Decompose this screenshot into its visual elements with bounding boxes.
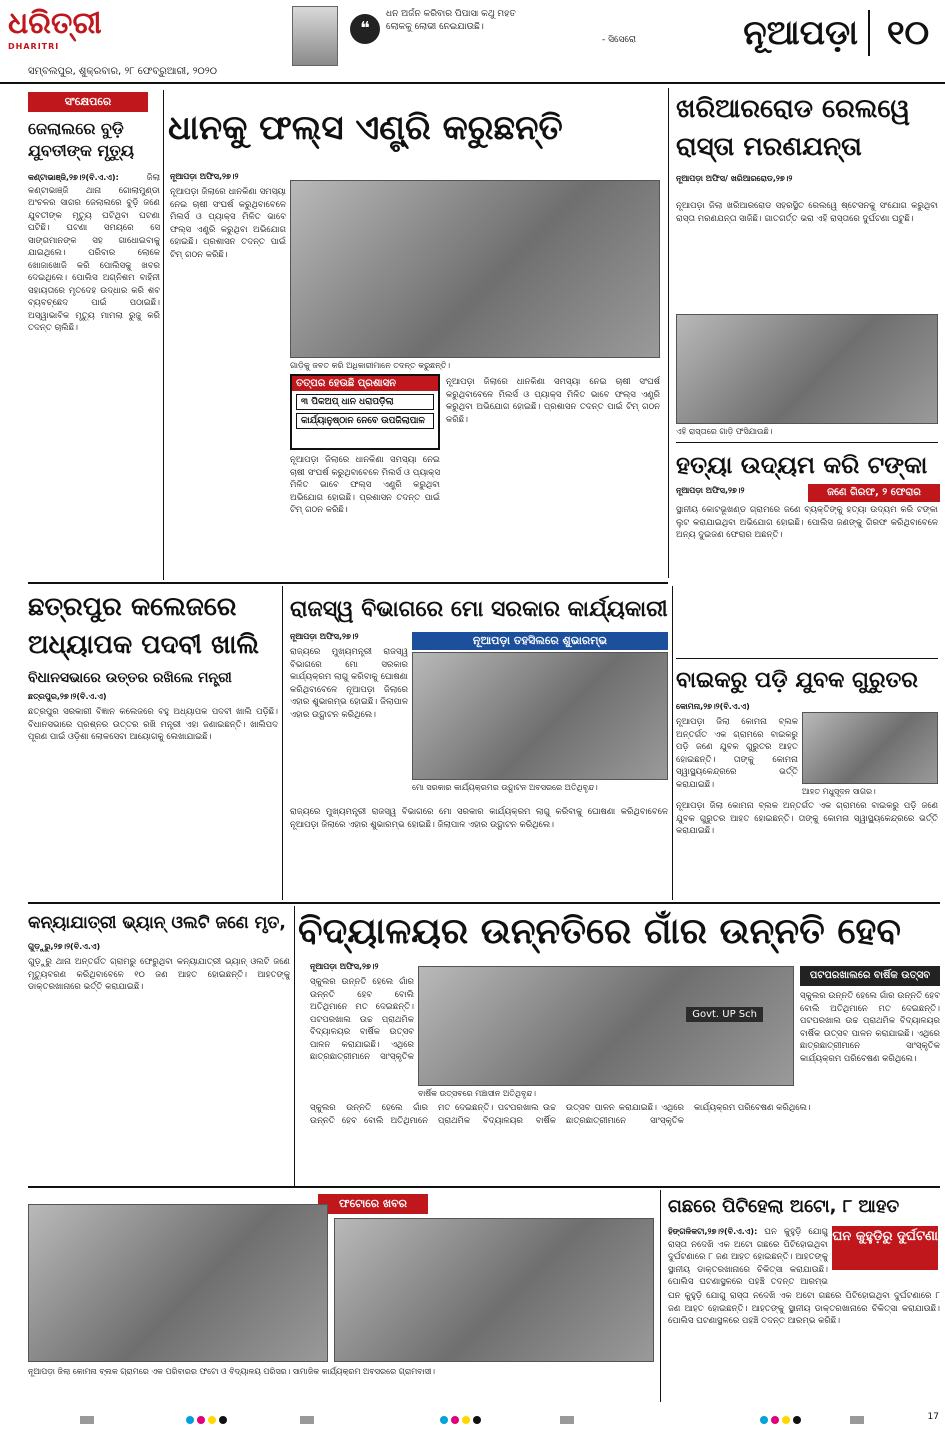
revenue-photo-caption: ମୋ ସରକାର କାର୍ଯ୍ୟକ୍ରମର ଉଦ୍ଘାଟନ ଅବସରରେ ଅତିଥିବୃନ୍ଦ। <box>412 783 598 792</box>
dateline: ସମ୍ବଲପୁର, ଶୁକ୍ରବାର, ୨୮ ଫେବ୍ରୁଆରୀ, ୨୦୨୦ <box>0 62 945 84</box>
loot-headline: ହତ୍ୟା ଉଦ୍ୟମ କରି ଟଙ୍କା <box>676 451 928 479</box>
lead-headline: ଧାନକୁ ଫଲ୍ସ ଏଣ୍ଟ୍ରି କରୁଛନ୍ତି <box>168 108 563 148</box>
section-rule <box>676 658 938 659</box>
school-text-col2: ସ୍କୁଲର ଉନ୍ନତି ହେଲେ ଗାଁର ଉନ୍ନତି ହେବ ବୋଲି ଅତିଥିମାନେ ମତ ଦେଇଛନ୍ତି। ପଟପରଖାଲ ଉଚ୍ଚ ପ୍ରାଥମିକ ବିଦ୍ୟାଳୟର ବାର୍ଷିକ ଉତ୍ସବ ପାଳନ କରାଯାଇଛି। ଏଥିରେ ଛାତ୍ରଛାତ୍ରୀମାନେ ସାଂସ୍କୃତିକ କାର୍ଯ୍ୟକ୍ରମ ପରିବେଷଣ କରିଥିଲେ। <box>800 991 940 1064</box>
van-headline: କନ୍ୟାଯାତ୍ରୀ ଭ୍ୟାନ୍ ଓଲଟି ଜଣେ ମୃତ, <box>28 913 286 933</box>
quote-portrait <box>292 6 338 66</box>
color-dots <box>186 1416 230 1426</box>
loot-tag: ଜଣେ ଗିରଫ, ୨ ଫେରାର <box>808 484 940 502</box>
page-number: ୧୦ <box>886 13 930 53</box>
van-byline: ଗୁଡ଼ୁରୁ,୨୭।୨(ବି.ଏ.ଏ) <box>28 942 101 951</box>
lead-sub-item-1: ୩ ପିକଅପ୍ ଧାନ ଧରାପଡ଼ିଲା <box>296 394 434 410</box>
revenue-photo-tag: ନୂଆପଡ଼ା ତହସିଲରେ ଶୁଭାରମ୍ଭ <box>412 632 668 650</box>
bike-photo <box>802 712 938 784</box>
van-text: ଗୁଡ଼ୁରୁ ଥାନା ଅନ୍ତର୍ଗତ ଗ୍ରାମରୁ ଫେରୁଥିବା କନ୍ୟାଯାତ୍ରୀ ଭ୍ୟାନ୍ ଓଲଟି ଜଣେ ମୃତ୍ୟୁବରଣ କରିଥିବାବେଳେ ୧୦ ଜଣ ଆହତ ହୋଇଛନ୍ତି। ଆହତଙ୍କୁ ଡାକ୍ତରଖାନାରେ ଭର୍ତ୍ତି କରାଯାଇଛି। <box>28 957 290 992</box>
lead-text-col1: ନୂଆପଡ଼ା ଜିଲାରେ ଧାନକିଣା ସମସ୍ୟା ନେଇ ଚାଷୀ ସଂଘର୍ଷ କରୁଥିବାବେଳେ ମିଲର୍ସ ଓ ପ୍ୟାକ୍ସ ମିଳିତ ଭାବେ ଫଲ୍ସ ଏଣ୍ଟ୍ରି କରୁଥିବା ଅଭିଯୋଗ ହୋଇଛି। ପ୍ରଶାସନ ତଦନ୍ତ ପାଇଁ ଟିମ୍ ଗଠନ କରିଛି। <box>170 187 286 260</box>
college-headline: ଛତ୍ରପୁର କଲେଜରେ ଅଧ୍ୟାପକ ପଦବୀ ଖାଲି <box>28 592 259 660</box>
pit-body <box>668 1226 828 1286</box>
registration-mark <box>850 1416 864 1424</box>
bike-photo-caption: ଆହତ ମଧୁସୂଦନ ସାଗର। <box>802 787 876 796</box>
section-rule <box>676 442 938 443</box>
rail-byline: ନୂଆପଡ଼ା ଅଫିସ/ ଖରିଆରରୋଡ,୨୭।୨ <box>676 174 793 183</box>
briefs-headline: ଜେଲାଲରେ ବୁଡ଼ି ଯୁବତୀଙ୍କ ମୃତ୍ୟୁ <box>28 119 134 160</box>
lead-text-col3: ନୂଆପଡ଼ା ଜିଲାରେ ଧାନକିଣା ସମସ୍ୟା ନେଇ ଚାଷୀ ସଂଘର୍ଷ କରୁଥିବାବେଳେ ମିଲର୍ସ ଓ ପ୍ୟାକ୍ସ ମିଳିତ ଭାବେ ଫଲ୍ସ ଏଣ୍ଟ୍ରି କରୁଥିବା ଅଭିଯୋଗ ହୋଇଛି। ପ୍ରଶାସନ ତଦନ୍ତ ପାଇଁ ଟିମ୍ ଗଠନ କରିଛି। <box>290 455 440 515</box>
school-text-col3: ସ୍କୁଲର ଉନ୍ନତି ହେଲେ ଗାଁର ଉନ୍ନତି ହେବ ବୋଲି ଅତିଥିମାନେ ମତ ଦେଇଛନ୍ତି। ପଟପରଖାଲ ଉଚ୍ଚ ପ୍ରାଥମିକ ବିଦ୍ୟାଳୟର ବାର୍ଷିକ ଉତ୍ସବ ପାଳନ କରାଯାଇଛି। ଏଥିରେ ଛାତ୍ରଛାତ୍ରୀମାନେ ସାଂସ୍କୃତିକ କାର୍ଯ୍ୟକ୍ରମ ପରିବେଷଣ କରିଥିଲେ। <box>310 1103 811 1126</box>
masthead-logo: ଧରିତ୍ରୀ DHARITRI <box>8 6 118 56</box>
loot-text: ସ୍ଥାନୀୟ କୋଟଭୂଖଣ୍ଡ ଗ୍ରାମରେ ଜଣେ ବ୍ୟକ୍ତିଙ୍କୁ ହତ୍ୟା ଉଦ୍ୟମ କରି ଟଙ୍କା ଲୁଟ କରାଯାଇଥିବା ଅଭିଯୋଗ ହୋଇଛି। ପୋଲିସ ଜଣଙ୍କୁ ଗିରଫ କରିଥିବାବେଳେ ଅନ୍ୟ ଦୁଇଜଣ ଫେରାର ଅଛନ୍ତି। <box>676 505 938 540</box>
college-text: ଛତ୍ରପୁର ସରକାରୀ ବିଜ୍ଞାନ କଲେଜରେ ବହୁ ଅଧ୍ୟାପକ ପଦବୀ ଖାଲି ପଡ଼ିଛି। ବିଧାନସଭାରେ ପ୍ରଶ୍ନର ଉତ୍ତର ରଖି ମନ୍ତ୍ରୀ ଏହା ଜଣାଇଛନ୍ତି। ଖାଲିପଦ ପୂରଣ ପାଇଁ ଓଡ଼ିଶା ଲୋକସେବା ଆୟୋଗକୁ ଲେଖାଯାଇଛି। <box>28 707 278 742</box>
lead-sub-box <box>290 374 440 450</box>
revenue-text-col1: ରାଜ୍ୟରେ ମୁଖ୍ୟମନ୍ତ୍ରୀ ରାଜସ୍ୱ ବିଭାଗରେ ମୋ ସରକାର କାର୍ଯ୍ୟକ୍ରମ ଲାଗୁ କରିବାକୁ ଘୋଷଣା କରିଥିବାବେଳେ ନୂଆପଡ଼ା ଜିଲାରେ ଏହାର ଶୁଭାରମ୍ଭ ହୋଇଛି। ଜିଲାପାଳ ଏହାର ଉଦ୍ଘାଟନ କରିଥିଲେ। <box>290 647 408 720</box>
college-subhead: ବିଧାନସଭାରେ ଉତ୍ତର ରଖିଲେ ମନ୍ତ୍ରୀ <box>28 670 232 686</box>
lead-photo <box>290 180 660 358</box>
print-footer <box>0 1410 945 1431</box>
rail-photo-caption: ଏହି ରାସ୍ତାରେ ଗାଡ଼ି ଫସିଯାଉଛି। <box>676 427 773 436</box>
briefs-byline: କଣ୍ଟାଭାଞ୍ଜି,୨୭।୨(ବି.ଏ.ଏ): <box>28 173 147 182</box>
page-city: ନୂଆପଡ଼ା <box>710 10 870 56</box>
column-rule <box>672 586 673 900</box>
school-photo-caption: ବାର୍ଷିକ ଉତ୍ସବରେ ମଞ୍ଚାସୀନ ଅତିଥିବୃନ୍ଦ। <box>418 1089 537 1098</box>
column-rule <box>282 586 283 900</box>
registration-mark <box>560 1416 574 1424</box>
briefs-body <box>28 172 160 572</box>
lead-sub-box-title: ତତ୍ପର ହେଉଛି ପ୍ରଶାସନ <box>292 376 438 391</box>
photo-news-right <box>334 1218 654 1362</box>
briefs-text: ଜିଲା କଣ୍ଟାଭାଞ୍ଜି ଥାନା ଗୋଲାମୁଣ୍ଡା ଅଂଚଳର ସାଗର ଜେଲାଲରେ ବୁଡ଼ି ଜଣେ ଯୁବତୀଙ୍କ ମୃତ୍ୟୁ ଘଟିଥିବା ଘଟଣା ଘଟିଛି। ଘଟଣା ସମୟରେ ସେ ସାଙ୍ଗମାନଙ୍କ ସହ ଗାଧୋଇବାକୁ ଯାଇଥିଲେ। ପରିବାର ଲୋକେ ଖୋଜାଖୋଜି କରି ପୋଲିସକୁ ଖବର ଦେଇଥିଲେ। ପୋଲିସ ଅଗ୍ନିଶମ ବାହିନୀ ସହାୟତାରେ ମୃତଦେହ ଉଦ୍ଧାର କରି ଶବ ବ୍ୟବଚ୍ଛେଦ ପାଇଁ ପଠାଇଛି। ଅସ୍ୱାଭାବିକ ମୃତ୍ୟୁ ମାମଲା ରୁଜୁ କରି ତଦନ୍ତ ଚାଲିଛି। <box>28 173 160 333</box>
rail-text: ନୂଆପଡ଼ା ଜିଲା ଖରିଆରରୋଡ ସହରସ୍ଥିତ ରେଲୱେ ଷ୍ଟେସନକୁ ସଂଯୋଗ କରୁଥିବା ରାସ୍ତା ମରଣଯନ୍ତା ସାଜିଛି। ଗାତଗର୍ତ୍ତ ଭରା ଏହି ରାସ୍ତାରେ ଦୁର୍ଘଟଣା ଘଟୁଛି। <box>676 201 938 224</box>
revenue-text-col2: ରାଜ୍ୟରେ ମୁଖ୍ୟମନ୍ତ୍ରୀ ରାଜସ୍ୱ ବିଭାଗରେ ମୋ ସରକାର କାର୍ଯ୍ୟକ୍ରମ ଲାଗୁ କରିବାକୁ ଘୋଷଣା କରିଥିବାବେଳେ ନୂଆପଡ଼ା ଜିଲାରେ ଏହାର ଶୁଭାରମ୍ଭ ହୋଇଛି। ଜିଲାପାଳ ଏହାର ଉଦ୍ଘାଟନ କରିଥିଲେ। <box>290 807 668 830</box>
school-headline: ବିଦ୍ୟାଳୟର ଉନ୍ନତିରେ ଗାଁର ଉନ୍ନତି ହେବ <box>298 911 901 952</box>
lead-sub-item-2: କାର୍ଯ୍ୟାନୁଷ୍ଠାନ ନେବେ ଉପଜିଲାପାଳ <box>296 413 434 429</box>
pit-text: ଘନ କୁହୁଡ଼ି ଯୋଗୁ ରାସ୍ତା ନଦେଖି ଏକ ଅଟୋ ଗଛରେ ପିଟିହୋଇଥିବା ଦୁର୍ଘଟଣାରେ ୮ ଜଣ ଆହତ ହୋଇଛନ୍ତି। ଆହତଙ୍କୁ ସ୍ଥାନୀୟ ଡାକ୍ତରଖାନାରେ ଚିକିତ୍ସା କରାଯାଉଛି। ପୋଲିସ ଘଟଣାସ୍ଥଳରେ ପହଞ୍ଚି ତଦନ୍ତ ଆରମ୍ଭ <box>668 1227 828 1286</box>
quote-line-2: ଲୋକକୁ ଲୋଭୀ ନେଇଯାଉଛି। <box>386 22 484 32</box>
revenue-headline: ରାଜସ୍ୱ ବିଭାଗରେ ମୋ ସରକାର କାର୍ଯ୍ୟକାରୀ <box>290 597 668 622</box>
bike-byline: କୋମନା,୨୭।୨(ବି.ଏ.ଏ) <box>676 702 750 711</box>
school-photo <box>418 966 794 1086</box>
loot-byline: ନୂଆପଡ଼ା ଅଫିସ,୨୭।୨ <box>676 486 745 495</box>
pit-headline: ଗଛରେ ପିଟିହେଲା ଅଟୋ, ୮ ଆହତ <box>668 1196 900 1217</box>
quote-author: - ସିସେରୋ <box>601 35 636 45</box>
revenue-photo <box>412 652 668 780</box>
color-dots <box>760 1416 804 1426</box>
rail-headline: ଖରିଆରରୋଡ ରେଲୱେ ରାସ୍ତା ମରଣଯନ୍ତା <box>676 94 911 162</box>
quote-icon: ❝ <box>350 14 380 44</box>
school-byline: ନୂଆପଡ଼ା ଅଫିସ,୨୭।୨ <box>310 962 379 971</box>
bike-text-col2: ନୂଆପଡ଼ା ଜିଲା କୋମନା ବ୍ଲକ ଅନ୍ତର୍ଗତ ଏକ ଗ୍ରାମରେ ବାଇକରୁ ପଡ଼ି ଜଣେ ଯୁବକ ଗୁରୁତର ଆହତ ହୋଇଛନ୍ତି। ତାଙ୍କୁ କୋମନା ସ୍ୱାସ୍ଥ୍ୟକେନ୍ଦ୍ରରେ ଭର୍ତ୍ତି କରାଯାଇଛି। <box>676 801 938 836</box>
bike-text-col1: ନୂଆପଡ଼ା ଜିଲା କୋମନା ବ୍ଲକ ଅନ୍ତର୍ଗତ ଏକ ଗ୍ରାମରେ ବାଇକରୁ ପଡ଼ି ଜଣେ ଯୁବକ ଗୁରୁତର ଆହତ ହୋଇଛନ୍ତି। ତାଙ୍କୁ କୋମନା ସ୍ୱାସ୍ଥ୍ୟକେନ୍ଦ୍ରରେ ଭର୍ତ୍ତି କରାଯାଇଛି। <box>676 717 798 790</box>
page-ref: 17 <box>927 1412 939 1422</box>
section-rule <box>28 582 668 584</box>
masthead-logo-sub: DHARITRI <box>8 42 60 51</box>
school-side-tag: ପଟପରଖାଲରେ ବାର୍ଷିକ ଉତ୍ସବ <box>800 966 940 986</box>
lead-text-col2: ନୂଆପଡ଼ା ଜିଲାରେ ଧାନକିଣା ସମସ୍ୟା ନେଇ ଚାଷୀ ସଂଘର୍ଷ କରୁଥିବାବେଳେ ମିଲର୍ସ ଓ ପ୍ୟାକ୍ସ ମିଳିତ ଭାବେ ଫଲ୍ସ ଏଣ୍ଟ୍ରି କରୁଥିବା ଅଭିଯୋଗ ହୋଇଛି। ପ୍ରଶାସନ ତଦନ୍ତ ପାଇଁ ଟିମ୍ ଗଠନ କରିଛି। <box>446 377 660 425</box>
lead-byline: ନୂଆପଡ଼ା ଅଫିସ,୨୭।୨ <box>170 172 239 181</box>
rail-photo <box>676 314 938 424</box>
masthead-quote <box>386 8 636 64</box>
registration-mark <box>80 1416 94 1424</box>
lead-photo-caption: ଗାଡ଼ିକୁ ଜବତ କରି ଅଧିକାରୀମାନେ ତଦନ୍ତ କରୁଛନ୍ତି। <box>290 361 451 370</box>
column-rule <box>668 88 669 578</box>
pit-byline: ହିଙ୍ଗଳିକଟା,୨୭।୨(ବି.ଏ.ଏ): <box>668 1227 765 1236</box>
column-rule <box>294 906 295 1186</box>
pit-text-cont: ଘନ କୁହୁଡ଼ି ଯୋଗୁ ରାସ୍ତା ନଦେଖି ଏକ ଅଟୋ ଗଛରେ ପିଟିହୋଇଥିବା ଦୁର୍ଘଟଣାରେ ୮ ଜଣ ଆହତ ହୋଇଛନ୍ତି। ଆହତଙ୍କୁ ସ୍ଥାନୀୟ ଡାକ୍ତରଖାନାରେ ଚିକିତ୍ସା କରାଯାଉଛି। ପୋଲିସ ଘଟଣାସ୍ଥଳରେ ପହଞ୍ଚି ତଦନ୍ତ ଆରମ୍ଭ କରିଛି। <box>668 1291 940 1326</box>
photo-news-caption: ନୂଆପଡ଼ା ଜିଲା କୋମନା ବ୍ଲକ ଗ୍ରାମରେ ଏକ ପରିବାରର ଫଟୋ ଓ ବିଦ୍ୟାଳୟ ପରିସର। ସାମାଜିକ କାର୍ଯ୍ୟକ୍ରମ ଅବସରରେ ଗ୍ରାମବାସୀ। <box>28 1367 436 1376</box>
revenue-byline: ନୂଆପଡ଼ା ଅଫିସ,୨୭।୨ <box>290 632 359 641</box>
registration-mark <box>300 1416 314 1424</box>
photo-news-tag: ଫଟୋରେ ଖବର <box>318 1194 428 1214</box>
color-dots <box>440 1416 484 1426</box>
school-text-col1: ସ୍କୁଲର ଉନ୍ନତି ହେଲେ ଗାଁର ଉନ୍ନତି ହେବ ବୋଲି ଅତିଥିମାନେ ମତ ଦେଇଛନ୍ତି। ପଟପରଖାଲ ଉଚ୍ଚ ପ୍ରାଥମିକ ବିଦ୍ୟାଳୟର ବାର୍ଷିକ ଉତ୍ସବ ପାଳନ କରାଯାଇଛି। ଏଥିରେ ଛାତ୍ରଛାତ୍ରୀମାନେ ସାଂସ୍କୃତିକ <box>310 977 414 1062</box>
column-rule <box>660 1190 661 1402</box>
bike-headline: ବାଇକରୁ ପଡ଼ି ଯୁବକ ଗୁରୁତର <box>676 668 918 693</box>
section-rule <box>28 1186 940 1188</box>
quote-line-1: ଧନ ଅର୍ଜନ କରିବାର ପିପାସା କଥୁ ମହତ <box>386 9 516 19</box>
college-byline: ଛତ୍ରପୁର,୨୭।୨(ବି.ଏ.ଏ) <box>28 692 107 701</box>
school-banner: Govt. UP Sch <box>686 1007 763 1022</box>
pit-tag: ଘନ କୁହୁଡ଼ିରୁ ଦୁର୍ଘଟଣା <box>832 1226 938 1270</box>
briefs-tag: ସଂକ୍ଷେପରେ <box>28 92 148 112</box>
column-rule <box>163 90 164 580</box>
photo-news-left <box>28 1204 328 1362</box>
